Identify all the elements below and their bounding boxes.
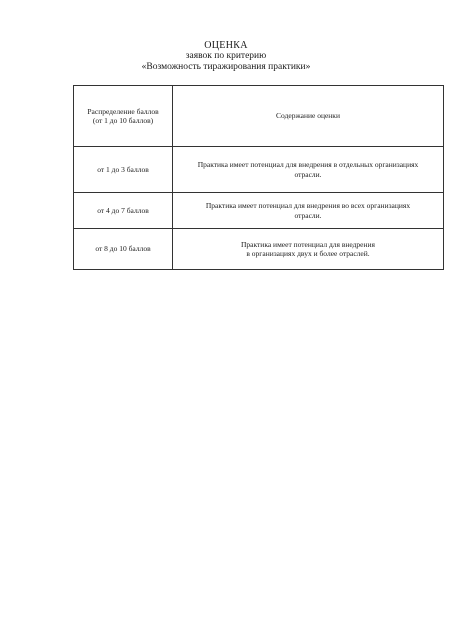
content-cell bbox=[173, 147, 444, 193]
header-cell-content bbox=[173, 86, 444, 147]
criteria-table bbox=[73, 85, 444, 270]
score-cell: от 4 до 7 баллов bbox=[74, 193, 173, 229]
content-cell bbox=[173, 193, 444, 229]
content-text-line: Практика имеет потенциал для внедрения bbox=[240, 239, 375, 249]
content-cell bbox=[173, 229, 444, 270]
document-header bbox=[0, 40, 452, 73]
header-score-range: (от 1 до 10 баллов) bbox=[92, 116, 154, 125]
document-subtitle-line-2: «Возможность тиражирования практики» bbox=[141, 62, 311, 72]
table-row bbox=[74, 193, 444, 229]
content-text-line: Практика имеет потенциал для внедрения во всех организациях bbox=[205, 201, 411, 210]
table-header-row bbox=[74, 86, 444, 147]
score-cell: от 1 до 3 баллов bbox=[74, 147, 173, 193]
content-text-line: в организациях двух и более отраслей. bbox=[246, 249, 370, 258]
content-text-line: Практика имеет потенциал для внедрения в отдельных организациях bbox=[197, 160, 419, 169]
document-subtitle-line-1: заявок по критерию bbox=[185, 51, 267, 61]
content-text-line: отрасли. bbox=[294, 169, 322, 179]
table-row bbox=[74, 229, 444, 270]
header-score-label: Распределение баллов bbox=[87, 106, 159, 116]
header-content-label: Содержание оценки bbox=[276, 111, 340, 121]
content-text-line: отрасли. bbox=[294, 210, 322, 220]
table-row bbox=[74, 147, 444, 193]
document-title: ОЦЕНКА bbox=[204, 40, 248, 51]
score-cell: от 8 до 10 баллов bbox=[74, 229, 173, 270]
header-cell-score-distribution bbox=[74, 86, 173, 147]
